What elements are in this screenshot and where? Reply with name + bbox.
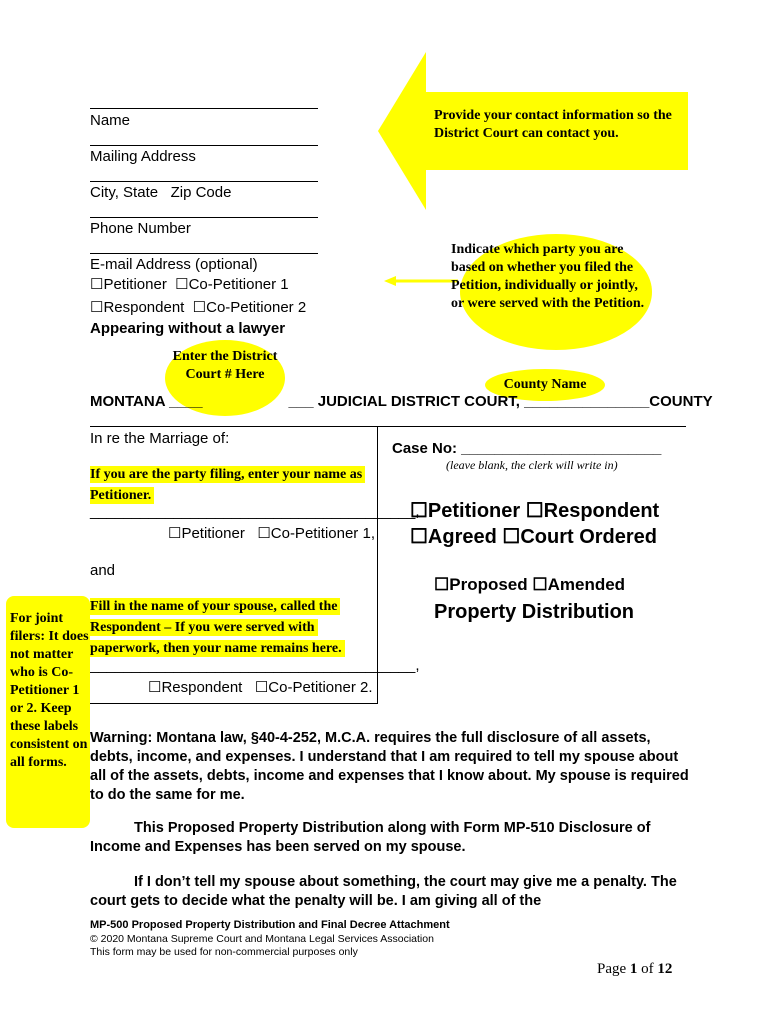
- appearing-without-lawyer: Appearing without a lawyer: [90, 320, 286, 337]
- agreement-checkbox-row[interactable]: ☐Agreed ☐Court Ordered: [410, 526, 658, 548]
- penalty-paragraph: If I don’t tell my spouse about something, the court may give me a penalty. The court gets to decide what the penalty will be. I am giving all of the: [90, 874, 677, 909]
- served-paragraph: This Proposed Property Distribution along with Form MP-510 Disclosure of Income and Expenses has been served on my spouse.: [90, 820, 651, 855]
- document-title: Property Distribution: [434, 601, 635, 623]
- name-label: Name: [90, 112, 131, 129]
- contact-callout-text: Provide your contact information so the District Court can contact you.: [434, 108, 672, 141]
- page-number: 1: [629, 961, 638, 977]
- party-checkbox-row-1[interactable]: ☐Petitioner ☐Co-Petitioner 1: [90, 276, 289, 293]
- of-word: of: [641, 961, 654, 977]
- party-filing-note-text: If you are the party filing, enter your name as Petitioner.: [90, 466, 365, 504]
- city-line[interactable]: [90, 181, 318, 182]
- spouse-note: [90, 596, 370, 659]
- respondent-name-field[interactable]: _______________________________________,: [90, 657, 420, 674]
- county-name-text: County Name: [503, 377, 587, 392]
- filer-checkbox-row[interactable]: ☐Petitioner ☐Respondent: [410, 500, 660, 522]
- page-word: Page: [597, 961, 627, 977]
- party-callout-text: Indicate which party you are based on whether you filed the Petition, individually or jointly, or were served with the Petition.: [451, 242, 645, 311]
- clerk-note: (leave blank, the clerk will write in): [446, 458, 618, 472]
- in-re-label: In re the Marriage of:: [90, 430, 230, 447]
- montana-label: MONTANA: [90, 393, 165, 410]
- district-number-blank-2[interactable]: ___: [288, 393, 314, 410]
- email-line[interactable]: [90, 253, 318, 254]
- joint-filers-text: For joint filers: It does not matter who is Co-Petitioner 1 or 2. Keep these labels consistent on all forms.: [10, 611, 89, 770]
- party-filing-note: [90, 464, 374, 506]
- warning-paragraph: Warning: Montana law, §40-4-252, M.C.A. requires the full disclosure of all assets, debts, income, and expenses. I understand that I am required to tell my spouse about all of the assets, debts, income and expenses that I know about. My spouse is required to do the same for me.: [90, 730, 689, 803]
- respondent-checkboxes[interactable]: ☐Respondent ☐Co-Petitioner 2.: [148, 679, 373, 696]
- caption-bottom-rule: [90, 703, 378, 704]
- page-indicator: [597, 961, 672, 978]
- page-total: 12: [657, 961, 673, 977]
- county-blank[interactable]: _______________: [524, 393, 650, 410]
- judicial-district-label: JUDICIAL DISTRICT COURT,: [317, 393, 520, 410]
- district-number-blank-1[interactable]: ____: [169, 393, 203, 410]
- caption-top-rule: [90, 426, 686, 427]
- footer-usage: This form may be used for non-commercial purposes only: [90, 946, 358, 958]
- case-number-field[interactable]: Case No: ________________________: [392, 440, 662, 457]
- petitioner-name-field[interactable]: _______________________________________,: [90, 503, 420, 520]
- court-heading: [90, 393, 713, 410]
- petitioner-checkboxes[interactable]: ☐Petitioner ☐Co-Petitioner 1,: [168, 525, 375, 542]
- city-label: City, State Zip Code: [90, 184, 232, 201]
- and-label: and: [90, 562, 116, 579]
- district-court-text: Enter the District Court # Here: [172, 349, 278, 382]
- phone-line[interactable]: [90, 217, 318, 218]
- name-line[interactable]: [90, 108, 318, 109]
- footer-form-title: MP-500 Proposed Property Distribution and Final Decree Attachment: [90, 919, 450, 931]
- mailing-line[interactable]: [90, 145, 318, 146]
- county-label: COUNTY: [649, 393, 713, 410]
- mailing-label: Mailing Address: [90, 148, 196, 165]
- footer-copyright: © 2020 Montana Supreme Court and Montana Legal Services Association: [90, 933, 434, 945]
- spouse-note-text: Fill in the name of your spouse, called the Respondent – If you were served with paperwork, then your name remains here.: [90, 598, 345, 657]
- proposed-checkbox-row[interactable]: ☐Proposed ☐Amended: [434, 575, 626, 594]
- party-checkbox-row-2[interactable]: ☐Respondent ☐Co-Petitioner 2: [90, 299, 307, 316]
- email-label: E-mail Address (optional): [90, 256, 258, 273]
- phone-label: Phone Number: [90, 220, 191, 237]
